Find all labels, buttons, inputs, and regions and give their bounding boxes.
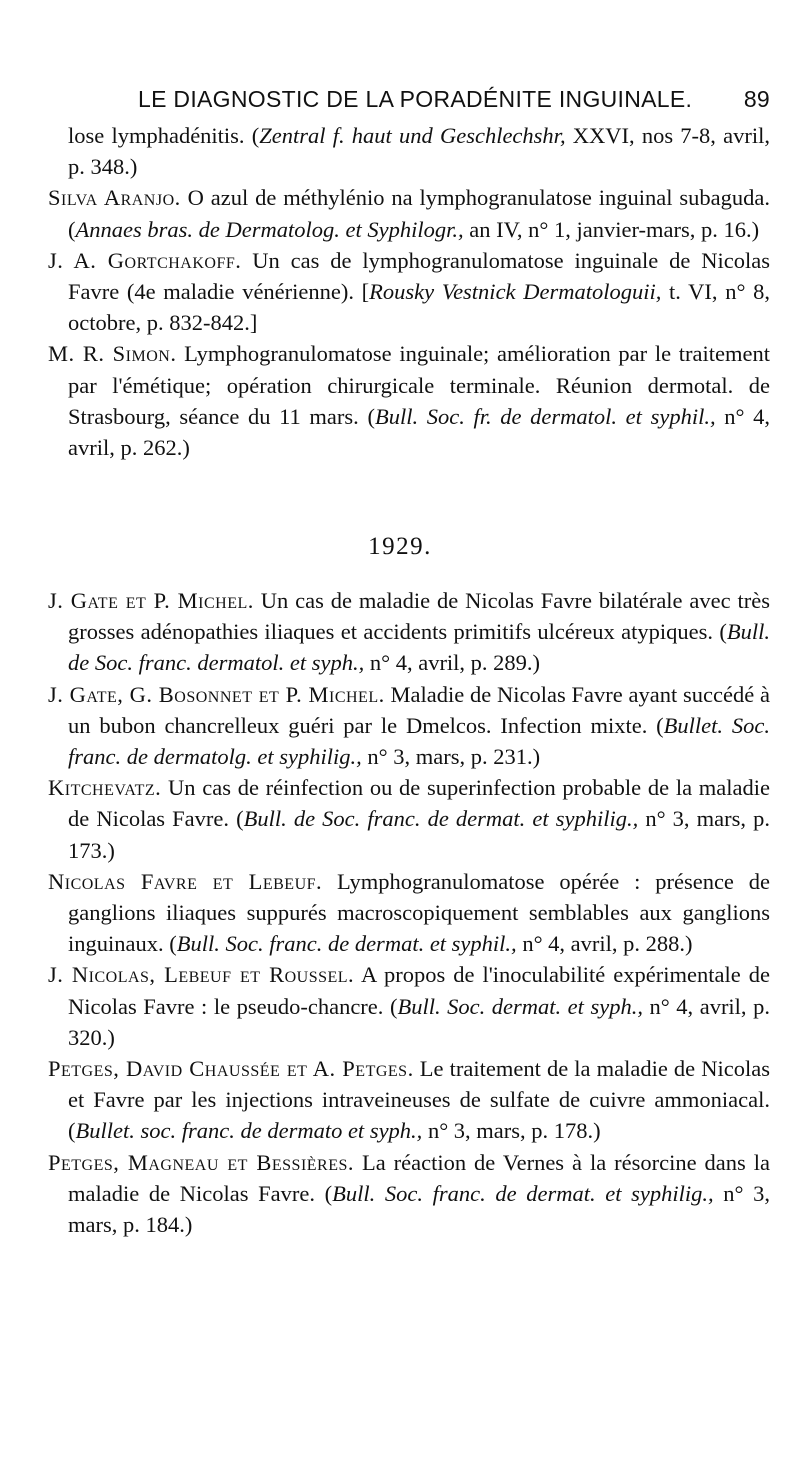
entry-author: Petges, Magneau et Bessières. [48,1149,355,1175]
bibliography-entry [48,1147,770,1241]
journal-title: Bull. de Soc. franc. dermatol. et syph., [68,619,770,676]
entry-author: Silva Aranjo. [48,185,181,211]
entry-text: Un cas de maladie de Nicolas Favre bilatérale avec très grosses adénopathies iliaques et accidents primitifs ulcéreux atypiques. ( [68,588,771,645]
entry-citation: XXVI, nos 7-8, avril, p. 348.) [68,123,770,180]
bibliography-entry [48,866,770,960]
entry-citation: n° 3, mars, p. 173.) [68,806,770,863]
bibliography-entry [48,1053,770,1147]
entry-author: M. R. Simon. [48,341,177,367]
bibliography-entry [48,182,770,244]
entry-author: J. Gate, G. Bosonnet et P. Michel. [48,681,385,707]
journal-title: Bull. Soc. fr. de dermatol. et syphil., [374,403,716,429]
running-title: LE DIAGNOSTIC DE LA PORADÉNITE INGUINALE. [138,86,693,112]
entry-author: Petges, David Chaussée et A. Petges. [48,1056,414,1082]
entry-author: J. Nicolas, Lebeuf et Roussel. [48,962,355,988]
journal-title: Rousky Vestnick Dermatologuii, [369,279,662,305]
bibliography-entry [48,585,770,679]
entry-text: La réaction de Vernes à la résorcine dans la maladie de Nicolas Favre. ( [68,1149,770,1206]
entry-text: Lymphogranulomatose opérée : présence de ganglions iliaques suppurés macroscopiquement semblables aux ganglions inguinaux. ( [68,868,771,957]
bibliography-entry [48,338,770,463]
journal-title: Bull. de Soc. franc. de dermat. et syphilig., [243,806,639,832]
entry-text: Un cas de lymphogranulomatose inguinale de Nicolas Favre (4e maladie vénérienne). [ [68,247,771,305]
entry-citation: an IV, n° 1, janvier-mars, p. 16.) [463,216,760,242]
entry-citation: t. VI, n° 8, octobre, p. 832-842.] [68,279,770,336]
journal-title: Bull. Soc. franc. de dermat. et syphil., [176,931,517,957]
year-heading [0,533,780,561]
entry-author: J. A. Gortchakoff. [48,247,242,273]
entry-text: Lymphogranulomatose inguinale; amélioration par le traitement par l'émétique; opération chirurgicale terminale. Réunion dermotal. de Strasbourg, séance du 11 mars. ( [68,341,770,429]
entry-citation: n° 3, mars, p. 231.) [361,744,541,770]
journal-title: Bull. Soc. franc. de dermat. et syphilig., [332,1180,714,1206]
entry-author: Kitchevatz. [48,775,162,801]
bibliography-entry [48,120,770,182]
bibliography-entry [48,959,770,1053]
bibliography-1928 [48,120,770,463]
bibliography-entry [48,245,770,339]
entry-author: Nicolas Favre et Lebeuf. [48,868,323,894]
journal-title: Annaes bras. de Dermatolog. et Syphilogr., [75,216,464,242]
journal-title: Bullet. Soc. franc. de dermatolg. et syphilig., [68,712,770,770]
page-header [138,86,770,116]
entry-author: J. Gate et P. Michel. [48,588,254,613]
entry-citation: n° 3, mars, p. 184.) [68,1180,770,1238]
entry-text: Le traitement de la maladie de Nicolas et Favre par les injections intraveineuses de sulfate de cuivre ammoniacal. ( [68,1056,770,1144]
entry-text: lose lymphadénitis. ( [68,123,260,148]
entry-citation: n° 3, mars, p. 178.) [422,1118,601,1144]
entry-citation: n° 4, avril, p. 320.) [68,993,770,1050]
bibliography-entry [48,772,770,866]
bibliography-entry [48,679,770,773]
journal-title: Zentral f. haut und Geschlechshr, [259,123,566,148]
entry-text: Maladie de Nicolas Favre ayant succédé à un bubon chancrelleux guéri par le Dmelcos. Infection mixte. ( [68,681,770,738]
entry-citation: n° 4, avril, p. 289.) [364,650,541,676]
entry-text: O azul de méthylénio na lymphogranulatose inguinal subaguda. ( [68,185,770,242]
entry-citation: n° 4, avril, p. 262.) [68,403,771,461]
entry-citation: n° 4, avril, p. 288.) [516,931,693,957]
journal-title: Bullet. soc. franc. de dermato et syph., [75,1118,423,1144]
journal-title: Bull. Soc. dermat. et syph., [397,993,643,1019]
page-number: 89 [743,86,770,112]
bibliography-1929 [48,585,770,1240]
year-heading-text: 1929. [368,533,432,560]
entry-text: Un cas de réinfection ou de superinfection probable de la maladie de Nicolas Favre. ( [68,775,770,832]
entry-text: A propos de l'inoculabilité expérimentale de Nicolas Favre : le pseudo-chancre. ( [68,962,770,1019]
